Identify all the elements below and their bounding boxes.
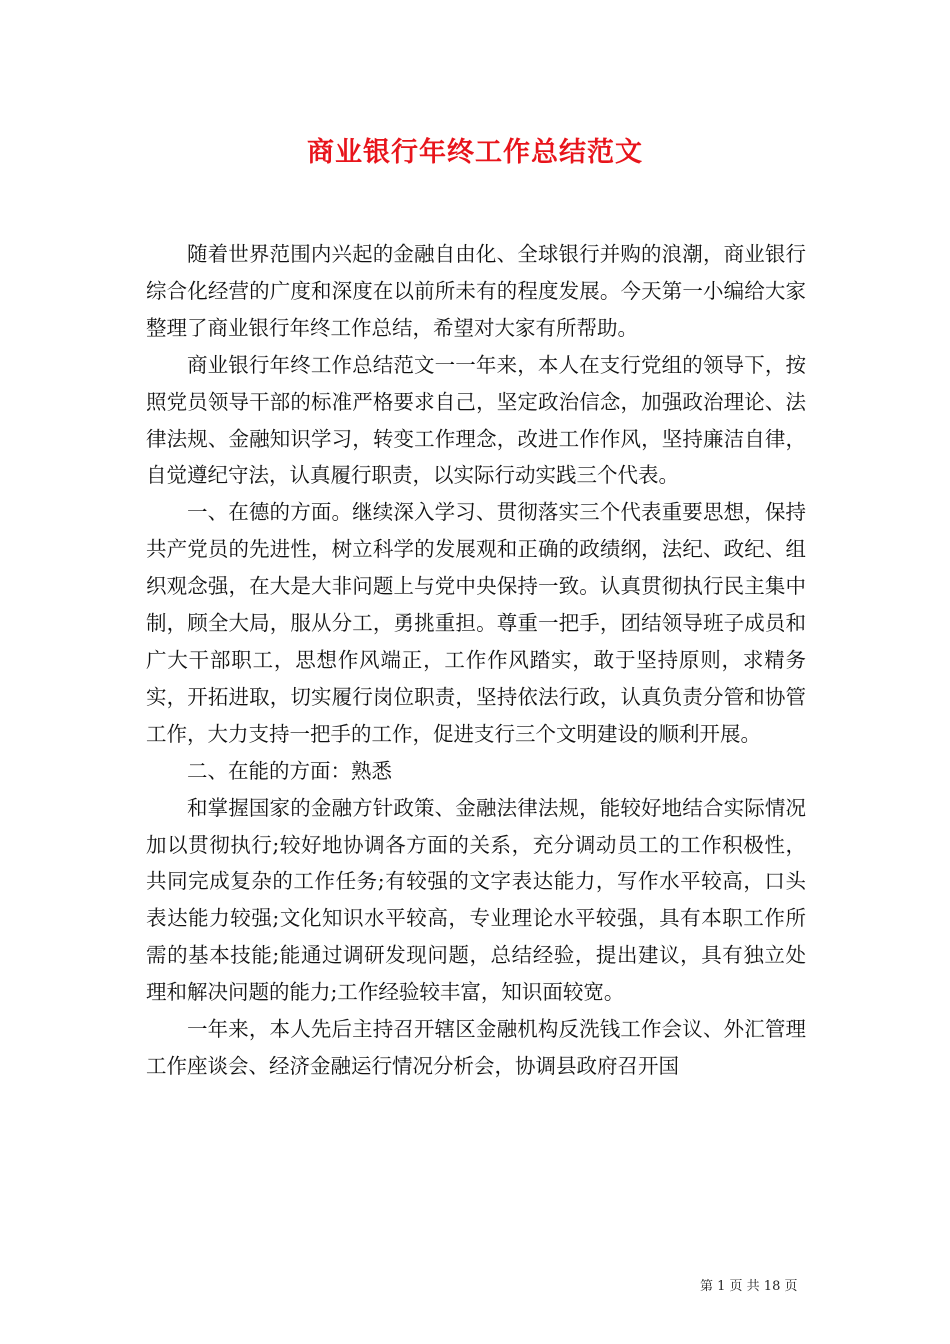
paragraph-ability-heading: 二、在能的方面：熟悉 bbox=[187, 758, 392, 783]
paragraph-ability: 和掌握国家的金融方针政策、金融法律法规，能较好地结合实际情况加以贯彻执行;较好地协调各方面的关系，充分调动员工的工作积极性，共同完成复杂的工作任务;有较强的文字表达能力，写作水平较高，口头表达能力较强;文化知识水平较高，专业理论水平较强，具有本职工作所需的基本技能;能通过调研发现问题，总结经验，提出建议，具有独立处理和解决问题的能力;工作经验较丰富，知识面较宽。 bbox=[146, 795, 806, 1005]
document-body bbox=[146, 236, 806, 1085]
paragraph-virtue: 一、在德的方面。继续深入学习、贯彻落实三个代表重要思想，保持共产党员的先进性，树立科学的发展观和正确的政绩纲，法纪、政纪、组织观念强，在大是大非问题上与党中央保持一致。认真贯彻执行民主集中制，顾全大局，服从分工，勇挑重担。尊重一把手，团结领导班子成员和广大干部职工，思想作风端正，工作作风踏实，敢于坚持原则，求精务实，开拓进取，切实履行岗位职责，坚持依法行政，认真负责分管和协管工作，大力支持一把手的工作，促进支行三个文明建设的顺利开展。 bbox=[146, 500, 806, 746]
paragraph-intro: 随着世界范围内兴起的金融自由化、全球银行并购的浪潮，商业银行综合化经营的广度和深度在以前所未有的程度发展。今天第一小编给大家整理了商业银行年终工作总结，希望对大家有所帮助。 bbox=[146, 242, 806, 340]
paragraph-year: 一年来，本人先后主持召开辖区金融机构反洗钱工作会议、外汇管理工作座谈会、经济金融运行情况分析会，协调县政府召开国 bbox=[146, 1017, 806, 1078]
paragraph-summary: 商业银行年终工作总结范文一一年来，本人在支行党组的领导下，按照党员领导干部的标准严格要求自己，坚定政治信念，加强政治理论、法律法规、金融知识学习，转变工作理念，改进工作作风，坚持廉洁自律，自觉遵纪守法，认真履行职责，以实际行动实践三个代表。 bbox=[146, 352, 806, 488]
page-number: 第 1 页 共 18 页 bbox=[700, 1279, 798, 1294]
document-title: 商业银行年终工作总结范文 bbox=[307, 137, 643, 168]
